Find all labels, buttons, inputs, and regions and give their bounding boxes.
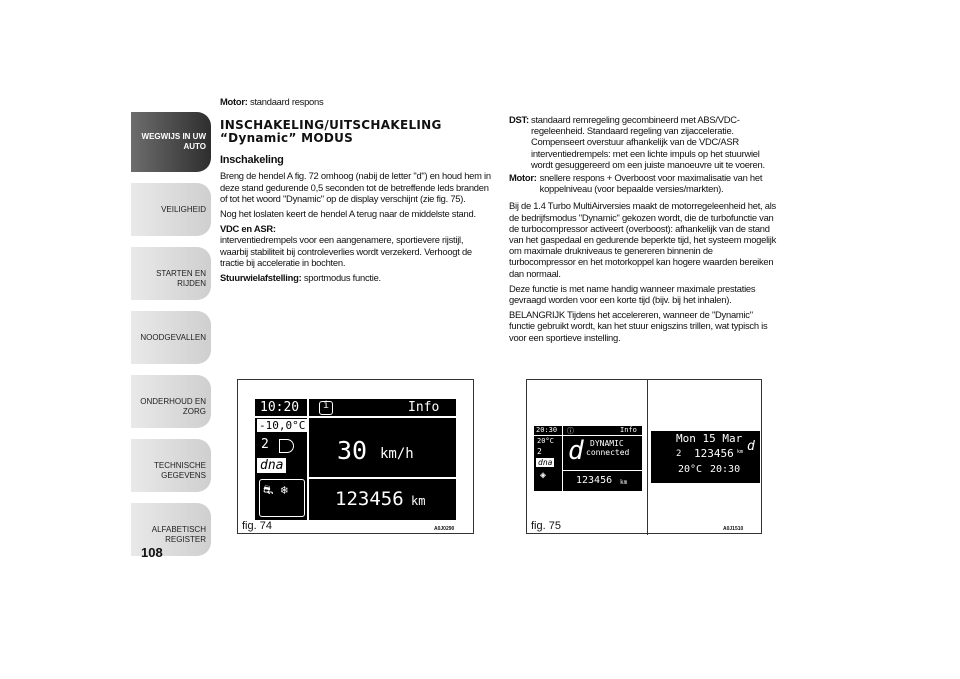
clock: 20:30	[536, 426, 558, 434]
motor-label: Motor:	[509, 172, 537, 184]
dna-indicator: dna	[538, 458, 553, 467]
mode-letter: d	[747, 439, 755, 454]
dynamic-status: connected	[586, 448, 630, 457]
headlight-icon	[279, 439, 294, 453]
info-label: Info	[620, 426, 637, 434]
tab-onderhoud[interactable]: ONDERHOUD EN ZORG	[131, 375, 211, 428]
heading-line-1: INSCHAKELING/UITSCHAKELING	[220, 118, 442, 133]
instrument-display: 10:20 i Info -10,0°C 2 dna ⛐ ❄ 30 km/h 123456 km	[255, 399, 456, 520]
figure-code: A0J1510	[723, 526, 744, 532]
display-dynamic: 20:30 Info ⓘ 20°C 2 dna ◈ d DYNAMIC connected 123456 km	[534, 426, 642, 491]
page-number: 108	[141, 545, 163, 560]
vdc-label: VDC en ASR:	[220, 223, 276, 235]
temperature: -10,0°C	[259, 419, 306, 432]
odometer-unit: km	[737, 449, 744, 455]
tab-wegwijs[interactable]: WEGWIJS IN UW AUTO	[131, 112, 211, 172]
motor-text: snellere respons + Overboost voor maximalisatie van het koppelniveau (voor bepaalde versies/markten).	[539, 172, 763, 195]
speed-unit: km/h	[380, 446, 414, 462]
tab-technische[interactable]: TECHNISCHE GEGEVENS	[131, 439, 211, 492]
figure-label: fig. 74	[242, 520, 272, 532]
figure-75	[526, 379, 762, 534]
paragraph: Bij de 1.4 Turbo MultiAirversies maakt de motorregeleenheid het, als de bedrijfsmodus "Dynamic" gekozen wordt, die de turbofunctie van de turbocompressor activeert (overboost): afhankelijk van de stand van het gaspedaal en gedurende beperkte tijd, het systeem mogelijk om maximale drukniveaus te genereren binnenin de turbocompressor en het motorkoppel kan hogere waarden bereiken dan normaal.	[509, 200, 777, 279]
left-column	[220, 96, 492, 287]
stuur-label: Stuurwielafstelling:	[220, 272, 302, 284]
info-label: Info	[408, 400, 440, 415]
display-mode	[651, 431, 760, 483]
odometer: 123456	[335, 488, 404, 510]
figure-74	[237, 379, 474, 534]
right-column	[509, 114, 781, 347]
shield-icon: ◈	[540, 470, 547, 481]
speed-value: 30	[337, 436, 368, 465]
figure-label: fig. 75	[531, 520, 561, 532]
dynamic-title: DYNAMIC	[590, 439, 624, 448]
tab-veiligheid[interactable]: VEILIGHEID	[131, 183, 211, 236]
motor-label: Motor:	[220, 96, 248, 107]
paragraph: BELANGRIJK Tijdens het accelereren, wanneer de "Dynamic" functie gebruikt wordt, kan het stuur enigszins trillen, wat typisch is voor een sportieve instelling.	[509, 309, 768, 343]
gear-indicator: 2	[537, 447, 542, 456]
odometer-unit: km	[411, 494, 426, 508]
paragraph: Breng de hendel A fig. 72 omhoog (nabij de letter "d") en houd hem in deze stand gedurende 0,5 seconden tot de betreffende leds branden of tot het woord "Dynamic" op de display verschijnt (zie fig. 75).	[220, 170, 491, 204]
odometer: 123456	[694, 447, 734, 460]
dst-text: standaard remregeling gecombineerd met ABS/VDC-regeleenheid. Standaard regeling van zijacceleratie. Compenseert overstuur afhankelijk van de VDC/ASR interventiedrempels: met een lichte impuls op het stuurwiel wordt gesuggereerd om een juiste manoeuvre uit te voeren.	[531, 114, 765, 170]
paragraph: Deze functie is met name handig wanneer maximale prestaties gevraagd worden voor een korte tijd (bijv. bij het inhalen).	[509, 282, 756, 306]
tab-starten[interactable]: STARTEN EN RIJDEN	[131, 247, 211, 300]
tab-alfabetisch[interactable]: ALFABETISCH REGISTER	[131, 503, 211, 556]
vdc-text: interventiedrempels voor een aangenamere, sportievere rijstijl, waarbij stabiliteit bij controleverlies wordt verzekerd. Verhoogt de tractie bij acceleratie in bochten.	[220, 234, 472, 268]
motor-text: standaard respons	[250, 96, 324, 107]
odometer: 123456	[576, 475, 613, 486]
mode-letter: d	[568, 436, 584, 466]
chapter-tabs	[131, 112, 211, 567]
odometer-unit: km	[620, 479, 628, 486]
section-heading	[220, 119, 492, 145]
temperature: 20°C	[678, 464, 703, 475]
temperature: 20°C	[537, 437, 554, 445]
stuur-text: sportmodus functie.	[303, 272, 381, 284]
date: Mon 15 Mar	[676, 432, 743, 445]
dna-indicator: dna	[257, 458, 286, 473]
gear-indicator: 2	[676, 449, 682, 459]
gear-indicator: 2	[261, 437, 269, 452]
dst-label: DST:	[509, 114, 529, 125]
clock: 10:20	[260, 400, 300, 415]
clock: 20:30	[710, 464, 741, 475]
figure-code: A0J0290	[434, 526, 455, 532]
paragraph: Nog het loslaten keert de hendel A terug naar de middelste stand.	[220, 208, 476, 220]
tab-noodgevallen[interactable]: NOODGEVALLEN	[131, 311, 211, 364]
subheading-inschakeling: Inschakeling	[220, 154, 284, 167]
heading-line-2: “Dynamic” MODUS	[220, 131, 354, 146]
